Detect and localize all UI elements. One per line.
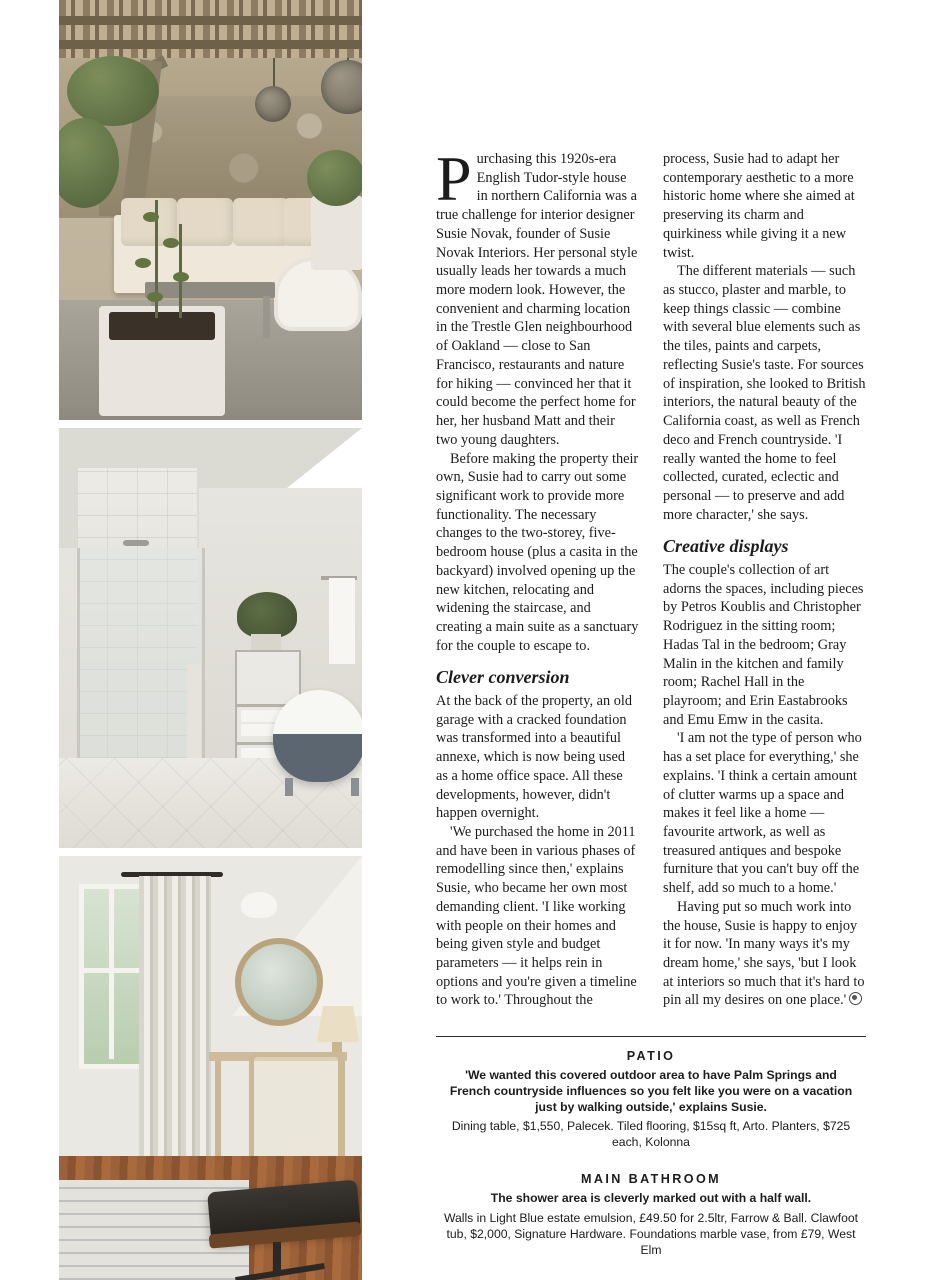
clawfoot-tub [273,690,362,782]
caption-lead: The shower area is cleverly marked out with a half wall. [490,1191,812,1206]
plant-leaf [173,272,189,282]
wall-sconce [241,892,277,918]
desk-leg [215,1061,221,1157]
bedroom-photo [59,856,362,1280]
tub-foot [285,778,293,796]
article-paragraph: 'We purchased the home in 2011 and have been in various phases of remodelling since then,' explains Susie, who became her own most demanding client. 'I like working with people on their homes and being given style and budget parameters — it helps rein in options and you're given a timeline to work to.' Throughout the process, Susie had to adapt her contemporary aesthetic to a more historic home where she aimed at preserving its charm and quirkiness while giving it a new twist. [436,151,855,1009]
caption-patio [436,1049,866,1150]
bathroom-photo [59,428,362,848]
paragraph-text: urchasing this 1920s-era English Tudor-style house in northern California was a true challenge for interior designer Susie Novak, founder of Susie Novak Interiors. Her personal style usually leads her towards a much more modern look. However, the convenient and charming location in the Trestle Glen neighbourhood of Oakland — close to San Francisco, restaurants and nature for hiking — convinced her that it could become the perfect home for her, her husband Matt and their two young daughters. [436,151,638,448]
plant-leaf [143,212,159,222]
lantern-cord [273,58,275,88]
round-mirror [235,938,323,1026]
patio-foliage [307,150,362,206]
article-paragraph [436,143,639,450]
article-paragraph: At the back of the property, an old garage with a cracked foundation was transformed into a beautiful annexe, which is now being used as a home office space. All these developments, however, didn't happen overnight. [436,692,632,822]
article-body [436,143,866,1010]
caption-main-bathroom [436,1172,866,1257]
patio-table-leg [263,296,270,338]
patio-lantern [255,86,291,122]
caption-title: MAIN BATHROOM [580,1172,722,1187]
patio-cushion [233,198,289,246]
patio-foliage [67,56,159,126]
patio-cushion [177,198,233,246]
caption-credits: Dining table, $1,550, Palecek. Tiled flooring, $15sq ft, Arto. Planters, $725 each, Kolonna [451,1119,851,1150]
desk-chair [249,1052,343,1172]
article-paragraph [663,898,866,1010]
planter-soil [109,312,215,340]
window-mullion [109,884,114,1059]
shower-head [123,540,149,546]
patio-planter [311,196,362,270]
hanging-towel [329,578,355,664]
photo-column [59,0,362,1280]
paragraph-text: Having put so much work into the house, Susie is happy to enjoy it for now. 'In many ways it's my dream home,' she says, 'but I look at interiors so much that it's hard to pin all my desires on one place.' [663,898,865,1009]
tub-foot [351,778,359,796]
article-paragraph: Before making the property their own, Susie had to carry out some significant work to provide more functionality. The necessary changes to the two-storey, five-bedroom house (plus a casita in the backyard) involved opening up the new kitchen, relocating and widening the staircase, and creating a main suite as a sanctuary for the couple to escape to. [436,450,639,654]
article-paragraph: The couple's collection of art adorns the spaces, including pieces by Petros Koublis and Christopher Rodriguez in the sitting room; Hadas Tal in the bedroom; Gray Malin in the kitchen and family room; Rachel Hall in the playroom; and Erin Eastabrooks and Emu Emw in the casita. [663,561,864,728]
caption-divider [436,1036,866,1037]
drop-cap: P [436,143,472,214]
patio-beam [59,16,362,25]
patio-dining-table [145,282,275,298]
plant-leaf [163,238,179,248]
caption-lead: 'We wanted this covered outdoor area to have Palm Springs and French countryside influences so you felt like you were on a vacation just by walking outside,' explains Susie. [449,1068,853,1115]
bathroom-plant [237,592,297,638]
patio-ceiling [59,0,362,65]
plant-leaf [135,258,151,268]
section-heading-creative-displays: Creative displays [663,536,789,557]
patio-beam [59,40,362,49]
caption-credits: Walls in Light Blue estate emulsion, £49.50 for 2.5ltr, Farrow & Ball. Clawfoot tub, $2,000, Signature Hardware. Foundations marble vase, from £79, West Elm [443,1210,859,1257]
shower-glass-panel [77,548,205,778]
bedroom-curtain [139,876,211,1176]
article-columns [436,143,866,1010]
caption-title: PATIO [626,1049,676,1063]
article-paragraph: The different materials — such as stucco, plaster and marble, to keep things classic — combine with several blue elements such as the tiles, paints and carpets, reflecting Susie's taste. For sources of inspiration, she looked to British interiors, the natural beauty of the California coast, as well as French deco and French countryside. 'I really wanted the home to feel collected, curated, eclectic and personal — to preserve and add more character,' she says. [663,263,866,523]
end-mark-icon [849,992,862,1005]
section-heading-clever-conversion: Clever conversion [436,667,570,688]
patio-photo [59,0,362,420]
plant-leaf [147,292,163,302]
planter-plant-stem [179,224,182,318]
caption-block [436,1036,866,1258]
desk-lamp-shade [317,1006,359,1042]
article-paragraph: 'I am not the type of person who has a set place for everything,' she explains. 'I think a certain amount of clutter warms up a space and makes it feel like a home — favourite artwork, as well as treasured antiques and bespoke furniture that you can't buy off the shelf, add so much to a home.' [663,730,862,897]
